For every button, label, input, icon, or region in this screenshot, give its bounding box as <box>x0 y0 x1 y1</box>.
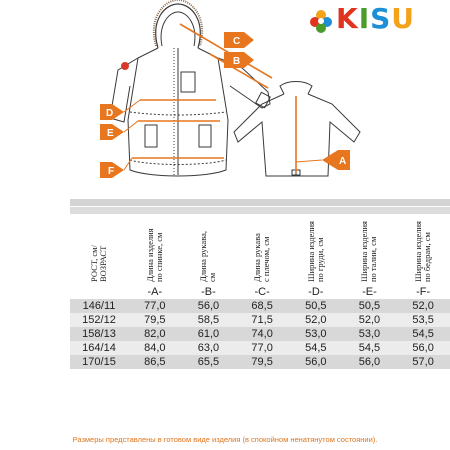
logo-letter-k: K <box>336 2 359 35</box>
letter-cell: -E- <box>362 285 377 298</box>
header-sleeve-length-text: Длина рукава, см <box>198 231 218 282</box>
header-chest-width-text: Ширина изделия по груди, см <box>305 221 325 282</box>
table-cell: 57,0 <box>396 355 450 369</box>
header-hip-width-text: Ширина изделия по бедрам, см <box>413 221 433 282</box>
table-cell: 56,0 <box>289 355 343 369</box>
table-cell: 52,0 <box>343 313 397 327</box>
letter-cell: -A- <box>147 285 163 298</box>
table-cell: 164/14 <box>70 341 128 355</box>
letter-cell: -C- <box>254 285 270 298</box>
label-c-text: C <box>233 36 241 47</box>
logo-letter-i: I <box>358 2 371 35</box>
letter-cell: -F- <box>416 285 431 298</box>
table-cell: 170/15 <box>70 355 128 369</box>
table-cell: 56,0 <box>343 355 397 369</box>
table-cell: 77,0 <box>235 341 289 355</box>
table-row <box>70 355 450 369</box>
table-cell: 84,0 <box>128 341 182 355</box>
header-height-age <box>70 212 128 284</box>
table-cell: 79,5 <box>128 313 182 327</box>
label-e-text: E <box>107 128 114 139</box>
table-cell: 65,5 <box>182 355 236 369</box>
label-tag-f <box>100 158 132 178</box>
letter-cell <box>70 284 128 299</box>
table-cell: 71,5 <box>235 313 289 327</box>
table-cell: 56,0 <box>396 341 450 355</box>
table-row <box>70 299 450 313</box>
table-cell: 53,5 <box>396 313 450 327</box>
logo-letter-u: U <box>391 2 416 35</box>
table-cell: 53,0 <box>343 327 397 341</box>
table-cell: 52,0 <box>396 299 450 313</box>
sleeve-badge <box>121 62 129 70</box>
header-back-length <box>128 212 182 284</box>
table-row <box>70 313 450 327</box>
table-cell: 52,0 <box>289 313 343 327</box>
label-a-text: A <box>339 156 347 167</box>
table-cell: 158/13 <box>70 327 128 341</box>
header-sleeve-length <box>182 212 236 284</box>
header-waist-width-text: Ширина изделия по талии, см <box>359 221 379 282</box>
table-cell: 56,0 <box>182 299 236 313</box>
header-chest-width <box>289 212 343 284</box>
header-height-age-text: РОСТ, см/ ВОЗРАСТ <box>89 245 108 282</box>
header-sleeve-shoulder-length <box>235 212 289 284</box>
label-tag-d <box>100 100 140 120</box>
logo-flower-icon <box>308 8 334 34</box>
footnote: Размеры представлены в готовом виде изделия (в спокойном ненатянутом состоянии). <box>72 435 378 444</box>
label-f-text: F <box>108 166 115 177</box>
table-row <box>70 341 450 355</box>
label-tag-c <box>224 32 254 48</box>
label-b-text: B <box>233 56 241 67</box>
size-table-header-row <box>70 212 450 284</box>
table-cell: 54,5 <box>289 341 343 355</box>
measurement-arrows <box>132 24 296 172</box>
table-cell: 50,5 <box>289 299 343 313</box>
kisu-logo <box>336 2 415 36</box>
logo-letter-s: S <box>370 2 392 35</box>
table-cell: 152/12 <box>70 313 128 327</box>
table-cell: 63,0 <box>182 341 236 355</box>
letter-cell: -B- <box>201 285 216 298</box>
table-cell: 77,0 <box>128 299 182 313</box>
table-cell: 61,0 <box>182 327 236 341</box>
label-tag-e <box>100 121 138 140</box>
letter-cell: -D- <box>308 285 324 298</box>
table-row <box>70 327 450 341</box>
header-sleeve-shoulder-text: Длина рукава с плечом, см <box>252 233 272 282</box>
letter-code-row <box>70 284 450 299</box>
table-cell: 58,5 <box>182 313 236 327</box>
table-cell: 54,5 <box>343 341 397 355</box>
table-cell: 146/11 <box>70 299 128 313</box>
table-cell: 68,5 <box>235 299 289 313</box>
header-hip-width <box>396 212 450 284</box>
table-top-band <box>70 199 450 206</box>
table-cell: 53,0 <box>289 327 343 341</box>
table-cell: 86,5 <box>128 355 182 369</box>
table-cell: 79,5 <box>235 355 289 369</box>
jacket-front-drawing <box>110 0 270 176</box>
label-d-text: D <box>106 108 114 119</box>
header-back-length-text: Длина изделия по спинке, см <box>144 228 164 282</box>
table-cell: 82,0 <box>128 327 182 341</box>
table-cell: 50,5 <box>343 299 397 313</box>
header-waist-width <box>343 212 397 284</box>
table-cell: 54,5 <box>396 327 450 341</box>
label-tag-a <box>296 150 350 170</box>
size-table <box>70 212 450 369</box>
table-cell: 74,0 <box>235 327 289 341</box>
